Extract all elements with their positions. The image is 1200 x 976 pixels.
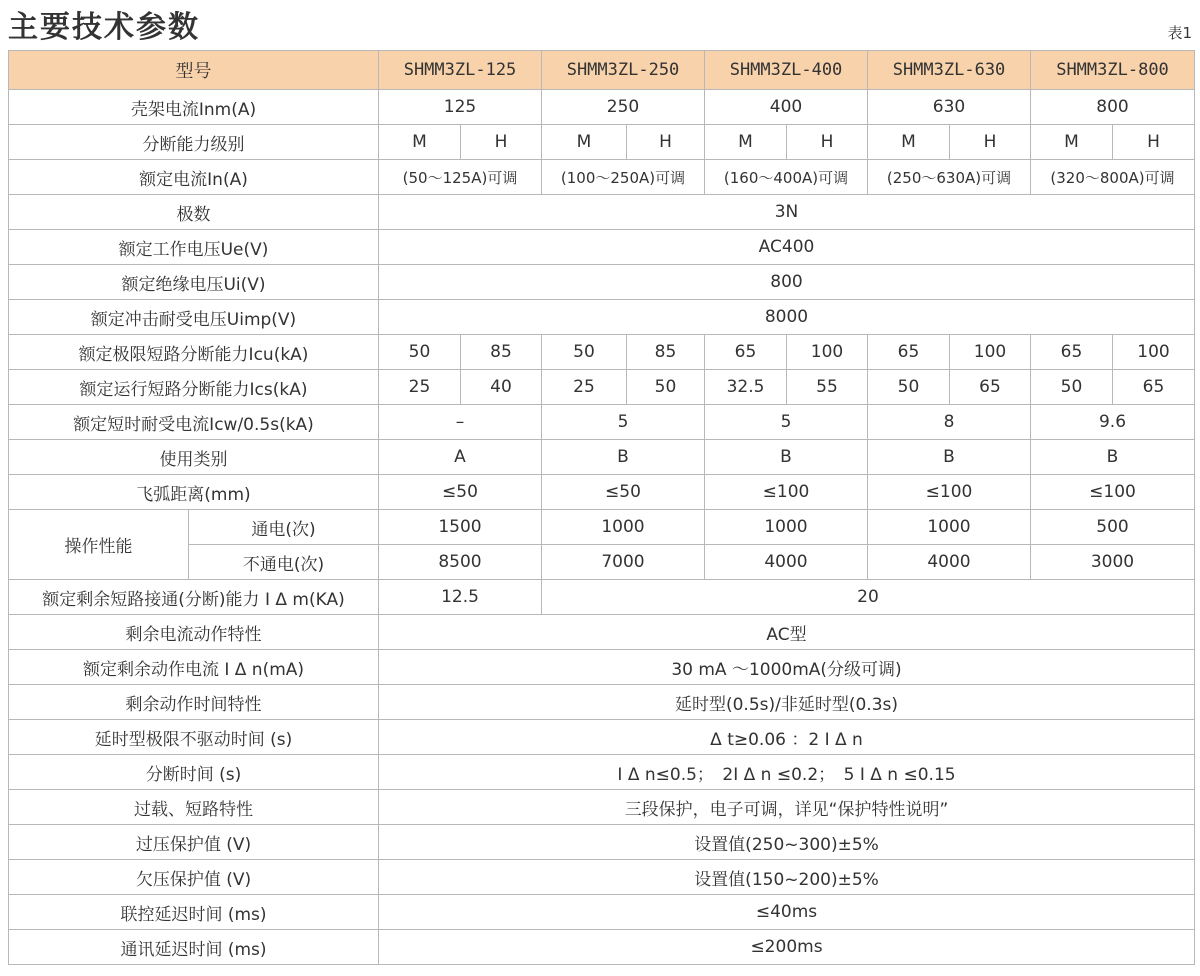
row-label: 分断时间 (s) [9, 755, 379, 790]
value-cell: 5 [542, 405, 705, 440]
table-row [9, 825, 1195, 860]
value-cell: 4000 [705, 545, 868, 580]
row-label: 剩余电流动作特性 [9, 615, 379, 650]
value-cell: ≤200ms [379, 930, 1195, 965]
table-row [9, 650, 1195, 685]
value-cell: 65 [705, 335, 787, 370]
table-row [9, 685, 1195, 720]
table-row [9, 230, 1195, 265]
value-cell: 1500 [379, 510, 542, 545]
value-cell: 20 [542, 580, 1195, 615]
row-label: 额定运行短路分断能力Ics(kA) [9, 370, 379, 405]
model-cell: SHMM3ZL-250 [542, 51, 705, 90]
value-cell: 3000 [1031, 545, 1195, 580]
value-cell: 100 [787, 335, 868, 370]
row-label: 额定电流In(A) [9, 160, 379, 195]
value-cell: 设置值(250~300)±5% [379, 825, 1195, 860]
row-label: 剩余动作时间特性 [9, 685, 379, 720]
value-cell: 设置值(150~200)±5% [379, 860, 1195, 895]
value-cell: 50 [1031, 370, 1113, 405]
value-cell: 100 [950, 335, 1031, 370]
row-label: 过压保护值 (V) [9, 825, 379, 860]
value-cell: 30 mA ～1000mA(分级可调) [379, 650, 1195, 685]
table-row [9, 720, 1195, 755]
row-label: 额定极限短路分断能力Icu(kA) [9, 335, 379, 370]
table-row [9, 510, 1195, 545]
table-number: 表1 [1167, 24, 1192, 42]
row-label: 操作性能 [9, 510, 189, 580]
row-label: 壳架电流Inm(A) [9, 90, 379, 125]
value-cell: 40 [461, 370, 542, 405]
value-cell: 50 [542, 335, 627, 370]
value-cell: B [705, 440, 868, 475]
value-cell: 65 [1031, 335, 1113, 370]
table-row [9, 475, 1195, 510]
value-cell: 55 [787, 370, 868, 405]
value-cell: 50 [627, 370, 705, 405]
value-cell: 三段保护，电子可调，详见“保护特性说明” [379, 790, 1195, 825]
value-cell: 8000 [379, 300, 1195, 335]
row-label: 使用类别 [9, 440, 379, 475]
model-cell: SHMM3ZL-125 [379, 51, 542, 90]
value-cell: B [1031, 440, 1195, 475]
model-label: 型号 [9, 51, 379, 90]
row-label: 欠压保护值 (V) [9, 860, 379, 895]
value-cell: 4000 [868, 545, 1031, 580]
value-cell: 630 [868, 90, 1031, 125]
table-row [9, 615, 1195, 650]
value-cell: 65 [1113, 370, 1195, 405]
value-cell: AC400 [379, 230, 1195, 265]
table-row [9, 370, 1195, 405]
value-cell: 1000 [542, 510, 705, 545]
value-cell: H [627, 125, 705, 160]
value-cell: ≤50 [379, 475, 542, 510]
row-label: 飞弧距离(mm) [9, 475, 379, 510]
page-title: 主要技术参数 [8, 10, 200, 45]
value-cell: 8500 [379, 545, 542, 580]
row-label: 额定绝缘电压Ui(V) [9, 265, 379, 300]
value-cell: 9.6 [1031, 405, 1195, 440]
value-cell: 250 [542, 90, 705, 125]
value-cell: H [950, 125, 1031, 160]
value-cell: 500 [1031, 510, 1195, 545]
value-cell: 8 [868, 405, 1031, 440]
value-cell: (100～250A)可调 [542, 160, 705, 195]
table-row [9, 160, 1195, 195]
model-cell: SHMM3ZL-400 [705, 51, 868, 90]
value-cell: 5 [705, 405, 868, 440]
row-label: 联控延迟时间 (ms) [9, 895, 379, 930]
value-cell: M [542, 125, 627, 160]
value-cell: H [1113, 125, 1195, 160]
row-label: 额定短时耐受电流Icw/0.5s(kA) [9, 405, 379, 440]
value-cell: 7000 [542, 545, 705, 580]
value-cell: 32.5 [705, 370, 787, 405]
table-row [9, 265, 1195, 300]
value-cell: 12.5 [379, 580, 542, 615]
value-cell: 延时型(0.5s)/非延时型(0.3s) [379, 685, 1195, 720]
value-cell: 3N [379, 195, 1195, 230]
row-label: 通讯延迟时间 (ms) [9, 930, 379, 965]
table-row [9, 755, 1195, 790]
row-label: 额定剩余短路接通(分断)能力 I Δ m(KA) [9, 580, 379, 615]
row-label: 过载、短路特性 [9, 790, 379, 825]
value-cell: (250～630A)可调 [868, 160, 1031, 195]
value-cell: 800 [1031, 90, 1195, 125]
value-cell: 50 [868, 370, 950, 405]
value-cell: ≤50 [542, 475, 705, 510]
row-label: 分断能力级别 [9, 125, 379, 160]
value-cell: 65 [950, 370, 1031, 405]
value-cell: 1000 [705, 510, 868, 545]
value-cell: ≤100 [705, 475, 868, 510]
value-cell: 85 [627, 335, 705, 370]
value-cell: 65 [868, 335, 950, 370]
table-row [9, 860, 1195, 895]
row-label: 额定剩余动作电流 I Δ n(mA) [9, 650, 379, 685]
value-cell: M [868, 125, 950, 160]
value-cell: ≤40ms [379, 895, 1195, 930]
table-row [9, 300, 1195, 335]
value-cell: M [705, 125, 787, 160]
value-cell: AC型 [379, 615, 1195, 650]
row-label: 极数 [9, 195, 379, 230]
value-cell: 85 [461, 335, 542, 370]
value-cell: 25 [379, 370, 461, 405]
value-cell: B [868, 440, 1031, 475]
value-cell: 1000 [868, 510, 1031, 545]
table-row [9, 790, 1195, 825]
value-cell: 800 [379, 265, 1195, 300]
value-cell: 125 [379, 90, 542, 125]
table-row [9, 125, 1195, 160]
value-cell: 50 [379, 335, 461, 370]
table-row [9, 195, 1195, 230]
table-row [9, 895, 1195, 930]
value-cell: H [461, 125, 542, 160]
value-cell: M [379, 125, 461, 160]
value-cell: – [379, 405, 542, 440]
spec-table [8, 50, 1195, 965]
table-row [9, 335, 1195, 370]
table-row [9, 580, 1195, 615]
value-cell: 25 [542, 370, 627, 405]
value-cell: (320～800A)可调 [1031, 160, 1195, 195]
value-cell: I Δ n≤0.5； 2I Δ n ≤0.2； 5 I Δ n ≤0.15 [379, 755, 1195, 790]
value-cell: (160～400A)可调 [705, 160, 868, 195]
value-cell: (50～125A)可调 [379, 160, 542, 195]
table-row [9, 440, 1195, 475]
row-label: 额定工作电压Ue(V) [9, 230, 379, 265]
table-row [9, 405, 1195, 440]
model-cell: SHMM3ZL-630 [868, 51, 1031, 90]
value-cell: 400 [705, 90, 868, 125]
sub-row-label: 通电(次) [189, 510, 379, 545]
header-row [9, 51, 1195, 90]
value-cell: 100 [1113, 335, 1195, 370]
value-cell: A [379, 440, 542, 475]
row-label: 额定冲击耐受电压Uimp(V) [9, 300, 379, 335]
value-cell: B [542, 440, 705, 475]
row-label: 延时型极限不驱动时间 (s) [9, 720, 379, 755]
sub-row-label: 不通电(次) [189, 545, 379, 580]
value-cell: Δ t≥0.06 ：2 I Δ n [379, 720, 1195, 755]
value-cell: ≤100 [868, 475, 1031, 510]
value-cell: ≤100 [1031, 475, 1195, 510]
value-cell: M [1031, 125, 1113, 160]
table-row [9, 930, 1195, 965]
model-cell: SHMM3ZL-800 [1031, 51, 1195, 90]
table-row [9, 90, 1195, 125]
value-cell: H [787, 125, 868, 160]
